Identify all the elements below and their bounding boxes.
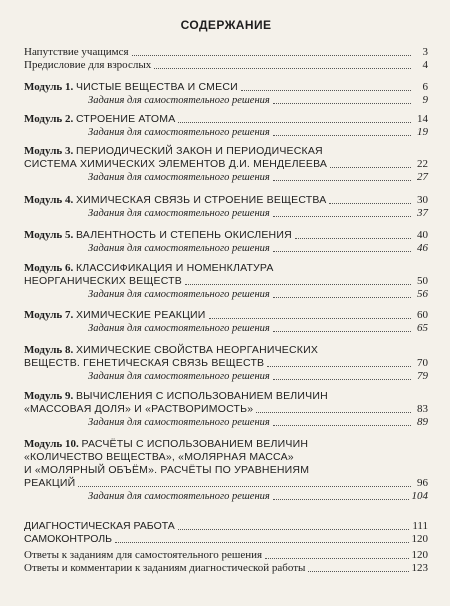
leader-dots — [265, 557, 408, 559]
module-4-label: Модуль 4. ХИМИЧЕСКАЯ СВЯЗЬ И СТРОЕНИЕ ВЕЩЕСТВА — [24, 194, 327, 206]
leader-dots — [178, 528, 410, 530]
leader-dots — [308, 570, 408, 572]
back-1-line[interactable] — [24, 520, 428, 533]
module-7-label: Модуль 7. ХИМИЧЕСКИЕ РЕАКЦИИ — [24, 309, 206, 321]
module-7-tasks-page: 65 — [417, 322, 428, 334]
module-3-tasks-line[interactable] — [24, 171, 428, 184]
toc-entry-back-4 — [24, 562, 428, 575]
back-3-label: Ответы к заданиям для самостоятельного решения — [24, 549, 263, 561]
module-5-tasks-label: Задания для самостоятельного решения — [88, 243, 270, 254]
module-3-line[interactable] — [24, 158, 428, 171]
module-10-tasks-page: 104 — [411, 490, 428, 502]
leader-dots — [273, 215, 411, 217]
module-2-page: 14 — [417, 113, 428, 125]
back-4-label: Ответы и комментарии к заданиям диагностической работы — [24, 562, 306, 574]
leader-dots — [256, 411, 411, 413]
module-3-tasks-page: 27 — [417, 171, 428, 183]
module-10-title-line: «КОЛИЧЕСТВО ВЕЩЕСТВА», «МОЛЯРНАЯ МАССА» — [24, 451, 294, 463]
module-3-label: СИСТЕМА ХИМИЧЕСКИХ ЭЛЕМЕНТОВ Д.И. МЕНДЕЛЕЕВА — [24, 158, 328, 170]
leader-dots — [329, 202, 411, 204]
module-4-page: 30 — [417, 194, 428, 206]
leader-dots — [115, 541, 408, 543]
back-4-page: 123 — [411, 562, 428, 574]
toc-entry-module-3 — [24, 145, 428, 184]
module-5-line[interactable] — [24, 229, 428, 242]
page-title: СОДЕРЖАНИЕ — [180, 18, 272, 32]
back-1-page: 111 — [412, 520, 428, 532]
module-2-label: Модуль 2. СТРОЕНИЕ АТОМА — [24, 113, 176, 125]
module-4-line[interactable] — [24, 194, 428, 207]
leader-dots — [78, 485, 411, 487]
back-2-page: 120 — [411, 533, 428, 545]
front-1-page: 3 — [422, 46, 428, 58]
module-6-tasks-line[interactable] — [24, 288, 428, 301]
leader-dots — [273, 378, 411, 380]
module-4-tasks-page: 37 — [417, 207, 428, 219]
module-5-page: 40 — [417, 229, 428, 241]
toc-entry-front — [24, 46, 428, 59]
module-2-tasks-label: Задания для самостоятельного решения — [88, 127, 270, 138]
toc-entry-module-8 — [24, 344, 428, 383]
front-2-label: Предисловие для взрослых — [24, 59, 152, 71]
module-7-tasks-label: Задания для самостоятельного решения — [88, 323, 270, 334]
module-8-title-line: Модуль 8. ХИМИЧЕСКИЕ СВОЙСТВА НЕОРГАНИЧЕСКИХ — [24, 344, 319, 356]
back-2-line[interactable] — [24, 533, 428, 546]
module-1-tasks-label: Задания для самостоятельного решения — [88, 95, 270, 106]
module-1-line[interactable] — [24, 81, 428, 94]
leader-dots — [267, 365, 411, 367]
module-1-page: 6 — [422, 81, 428, 93]
module-6-tasks-label: Задания для самостоятельного решения — [88, 289, 270, 300]
leader-dots — [273, 134, 411, 136]
module-8-line[interactable] — [24, 357, 428, 370]
module-3-tasks-label: Задания для самостоятельного решения — [88, 172, 270, 183]
module-6-tasks-page: 56 — [417, 288, 428, 300]
toc-entry-module-2 — [24, 113, 428, 139]
module-5-label: Модуль 5. ВАЛЕНТНОСТЬ И СТЕПЕНЬ ОКИСЛЕНИЯ — [24, 229, 292, 241]
module-8-page: 70 — [417, 357, 428, 369]
back-3-page: 120 — [411, 549, 428, 561]
toc-entry-front — [24, 59, 428, 72]
module-10-tasks-line[interactable] — [24, 490, 428, 503]
module-8-tasks-line[interactable] — [24, 370, 428, 383]
leader-dots — [273, 102, 411, 104]
back-3-line[interactable] — [24, 549, 428, 562]
module-2-line[interactable] — [24, 113, 428, 126]
leader-dots — [273, 330, 411, 332]
module-6-title-line: Модуль 6. КЛАССИФИКАЦИЯ И НОМЕНКЛАТУРА — [24, 262, 274, 274]
leader-dots — [273, 179, 411, 181]
front-2-page: 4 — [422, 59, 428, 71]
leader-dots — [273, 250, 411, 252]
module-5-tasks-line[interactable] — [24, 242, 428, 255]
back-1-label: ДИАГНОСТИЧЕСКАЯ РАБОТА — [24, 520, 175, 532]
module-10-title-line: Модуль 10. РАСЧЁТЫ С ИСПОЛЬЗОВАНИЕМ ВЕЛИЧИН — [24, 438, 309, 450]
module-9-line[interactable] — [24, 403, 428, 416]
module-1-tasks-page: 9 — [422, 94, 428, 106]
module-1-tasks-line[interactable] — [24, 94, 428, 107]
toc-page — [24, 0, 428, 606]
module-7-page: 60 — [417, 309, 428, 321]
module-10-page: 96 — [417, 477, 428, 489]
module-6-line[interactable] — [24, 275, 428, 288]
module-8-tasks-label: Задания для самостоятельного решения — [88, 371, 270, 382]
module-8-tasks-page: 79 — [417, 370, 428, 382]
leader-dots — [178, 121, 411, 123]
leader-dots — [330, 166, 411, 168]
module-10-title-line: И «МОЛЯРНЫЙ ОБЪЁМ». РАСЧЁТЫ ПО УРАВНЕНИЯМ — [24, 464, 310, 476]
leader-dots — [132, 54, 411, 56]
front-1-line[interactable] — [24, 46, 428, 59]
module-9-page: 83 — [417, 403, 428, 415]
toc-entry-module-7 — [24, 309, 428, 335]
module-9-tasks-line[interactable] — [24, 416, 428, 429]
module-2-tasks-page: 19 — [417, 126, 428, 138]
module-9-tasks-page: 89 — [417, 416, 428, 428]
toc-entry-back-3 — [24, 549, 428, 562]
toc-entry-back-2 — [24, 533, 428, 546]
front-2-line[interactable] — [24, 59, 428, 72]
toc-entry-module-4 — [24, 194, 428, 220]
leader-dots — [295, 237, 411, 239]
toc-entry-module-9 — [24, 390, 428, 429]
module-10-tasks-label: Задания для самостоятельного решения — [88, 491, 270, 502]
module-8-label: ВЕЩЕСТВ. ГЕНЕТИЧЕСКАЯ СВЯЗЬ ВЕЩЕСТВ — [24, 357, 265, 369]
module-9-tasks-label: Задания для самостоятельного решения — [88, 417, 270, 428]
module-6-label: НЕОРГАНИЧЕСКИХ ВЕЩЕСТВ — [24, 275, 182, 287]
toc-entry-module-10 — [24, 438, 428, 503]
toc-entry-module-5 — [24, 229, 428, 255]
module-4-tasks-line[interactable] — [24, 207, 428, 220]
toc-entry-module-1 — [24, 81, 428, 107]
module-10-label: РЕАКЦИЙ — [24, 477, 76, 489]
leader-dots — [273, 498, 409, 500]
toc-entry-back-1 — [24, 520, 428, 533]
leader-dots — [241, 89, 411, 91]
module-2-tasks-line[interactable] — [24, 126, 428, 139]
module-1-label: Модуль 1. ЧИСТЫЕ ВЕЩЕСТВА И СМЕСИ — [24, 81, 238, 93]
leader-dots — [185, 283, 411, 285]
back-4-line[interactable] — [24, 562, 428, 575]
leader-dots — [209, 317, 411, 319]
module-10-line[interactable] — [24, 477, 428, 490]
module-7-tasks-line[interactable] — [24, 322, 428, 335]
module-9-title-line: Модуль 9. ВЫЧИСЛЕНИЯ С ИСПОЛЬЗОВАНИЕМ ВЕЛИЧИН — [24, 390, 328, 402]
back-2-label: САМОКОНТРОЛЬ — [24, 533, 113, 545]
leader-dots — [273, 296, 411, 298]
module-7-line[interactable] — [24, 309, 428, 322]
module-6-page: 50 — [417, 275, 428, 287]
toc-entry-module-6 — [24, 262, 428, 301]
leader-dots — [154, 67, 411, 69]
leader-dots — [273, 424, 411, 426]
module-9-label: «МАССОВАЯ ДОЛЯ» И «РАСТВОРИМОСТЬ» — [24, 403, 254, 415]
module-4-tasks-label: Задания для самостоятельного решения — [88, 208, 270, 219]
front-1-label: Напутствие учащимся — [24, 46, 129, 58]
module-5-tasks-page: 46 — [417, 242, 428, 254]
module-3-title-line: Модуль 3. ПЕРИОДИЧЕСКИЙ ЗАКОН И ПЕРИОДИЧЕСКАЯ — [24, 145, 323, 157]
module-3-page: 22 — [417, 158, 428, 170]
